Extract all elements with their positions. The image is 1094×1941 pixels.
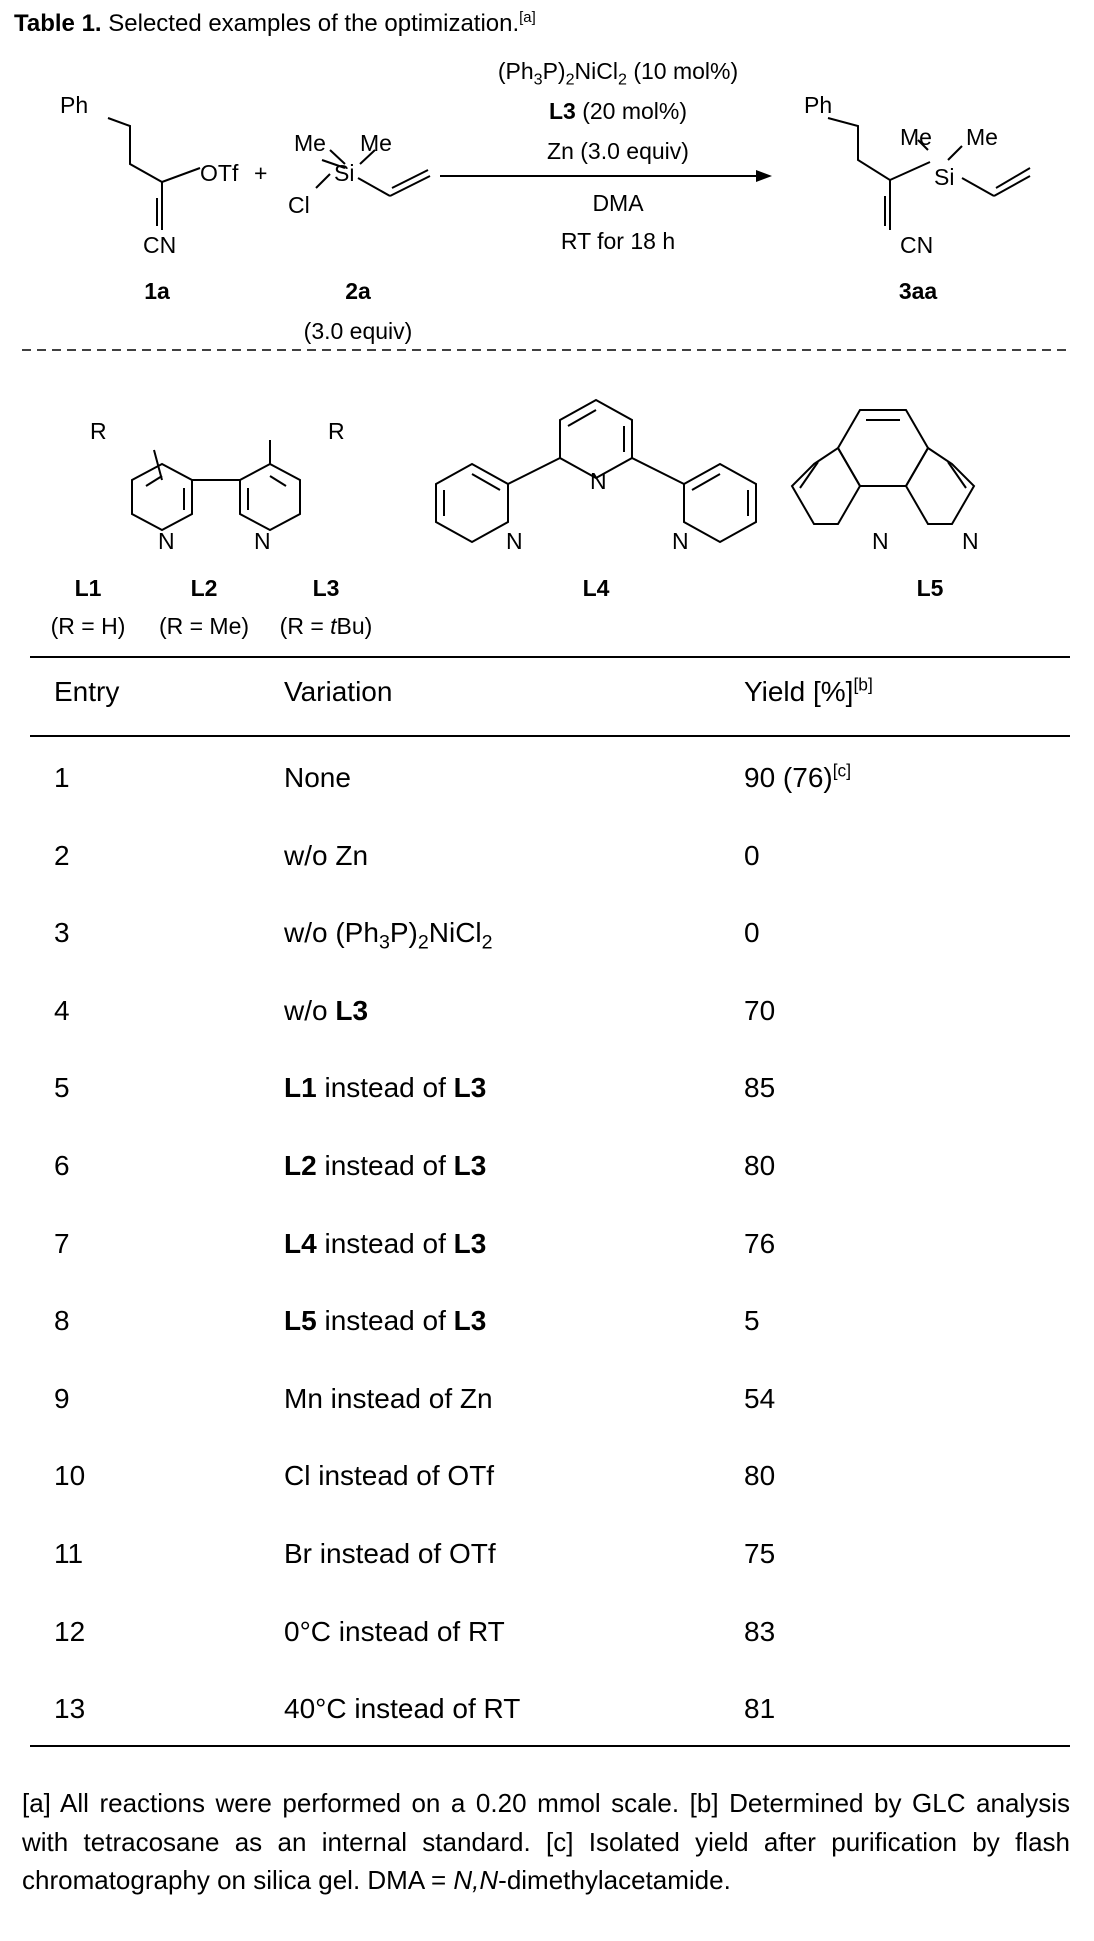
cell-entry: 12 bbox=[54, 1615, 86, 1647]
cell-yield: 85 bbox=[744, 1072, 776, 1104]
reagent-id: 2a bbox=[345, 278, 371, 304]
cond-ligand: L3 (20 mol%) bbox=[548, 98, 688, 124]
cond-reductant: Zn (3.0 equiv) bbox=[547, 138, 689, 164]
table-row bbox=[30, 1050, 1070, 1128]
terpy-n-right: N bbox=[672, 528, 689, 554]
cell-yield: 75 bbox=[744, 1538, 776, 1569]
cell-yield: 5 bbox=[744, 1305, 760, 1337]
cell-variation: L1 instead of L3 bbox=[284, 1072, 487, 1104]
table-row bbox=[30, 973, 1070, 1051]
terpy-n-center: N bbox=[590, 468, 607, 494]
product-id: 3aa bbox=[898, 278, 938, 304]
phen-n-left: N bbox=[872, 528, 889, 554]
table-row bbox=[30, 1128, 1070, 1206]
cond-catalyst: $(Ph_3P)_2NiCl_2$ (10 mol%) bbox=[497, 58, 739, 89]
bipy-n-right: N bbox=[254, 528, 271, 554]
table-row bbox=[30, 1283, 1070, 1361]
cell-variation: L2 instead of L3 bbox=[284, 1150, 487, 1181]
cell-variation: Mn instead of Zn bbox=[284, 1382, 493, 1414]
header-yield: Yield [%][b] bbox=[744, 674, 873, 707]
table-header bbox=[30, 660, 1070, 735]
bipy-n-left: N bbox=[158, 528, 175, 554]
table-row bbox=[30, 1594, 1070, 1672]
cell-yield: 83 bbox=[744, 1615, 776, 1647]
table-header-rule bbox=[30, 735, 1070, 737]
cell-yield: 90 (76)[c] bbox=[744, 760, 852, 793]
ligand-L1-cond: (R = H) bbox=[50, 613, 126, 639]
table-row bbox=[30, 895, 1070, 973]
table-row bbox=[30, 1438, 1070, 1516]
cell-variation: 0°C instead of RT bbox=[284, 1615, 505, 1647]
cell-yield: 0 bbox=[744, 917, 760, 949]
cell-variation: w/o Zn bbox=[284, 839, 369, 871]
table-top-rule bbox=[30, 656, 1070, 658]
table-row bbox=[30, 1361, 1070, 1439]
header-variation: Variation bbox=[284, 676, 393, 707]
cell-entry: 7 bbox=[54, 1227, 70, 1259]
cell-entry: 2 bbox=[54, 839, 70, 871]
table-bottom-rule bbox=[30, 1745, 1070, 1747]
ligand-L2-cond: (R = Me) bbox=[158, 613, 250, 639]
cell-entry: 13 bbox=[54, 1693, 86, 1725]
ligand-L3-id: L3 bbox=[312, 575, 340, 601]
cell-entry: 9 bbox=[54, 1382, 70, 1414]
cell-entry: 4 bbox=[54, 994, 70, 1026]
substrate-ph: Ph bbox=[60, 92, 89, 118]
header-entry: Entry bbox=[54, 676, 120, 707]
product-cn: CN bbox=[900, 232, 934, 258]
cell-yield: 70 bbox=[744, 994, 776, 1026]
table-row bbox=[30, 1671, 1070, 1749]
ligand-L5-id: L5 bbox=[916, 575, 944, 601]
cell-yield: 54 bbox=[744, 1382, 776, 1414]
table-label: Table 1. bbox=[14, 10, 102, 37]
cell-entry: 6 bbox=[54, 1150, 70, 1181]
cell-entry: 11 bbox=[54, 1538, 84, 1569]
substrate-id: 1a bbox=[144, 278, 170, 304]
bipy-r-left: R bbox=[90, 418, 107, 444]
product-me-1: Me bbox=[900, 124, 932, 150]
cell-entry: 3 bbox=[54, 917, 70, 949]
table-footnote: [a] All reactions were performed on a 0.20 mmol scale. [b] Determined by GLC analysis with tetracosane as an internal standard. [c] Isolated yield after purification by flash chromatography on silica gel. DMA = N,N-dimethylacetamide. bbox=[22, 1788, 1070, 1895]
cell-yield: 80 bbox=[744, 1460, 776, 1492]
substrate-otf: OTf bbox=[200, 160, 239, 186]
ligand-L3-cond: (R = tBu) bbox=[279, 613, 373, 639]
cond-solvent: DMA bbox=[592, 190, 644, 216]
cond-time: RT for 18 h bbox=[560, 228, 676, 254]
cell-variation: w/o $(Ph_3P)_2NiCl_2$ bbox=[284, 917, 493, 954]
reagent-amount: (3.0 equiv) bbox=[303, 318, 413, 344]
cell-yield: 0 bbox=[744, 839, 760, 871]
cell-variation: None bbox=[284, 762, 351, 793]
cell-entry: 5 bbox=[54, 1072, 70, 1104]
cell-variation: L5 instead of L3 bbox=[284, 1305, 487, 1337]
ligand-L4-id: L4 bbox=[582, 575, 610, 601]
ligand-L2-id: L2 bbox=[190, 575, 218, 601]
plus-sign: + bbox=[254, 160, 268, 186]
cell-yield: 76 bbox=[744, 1227, 776, 1259]
table-row bbox=[30, 1206, 1070, 1284]
product-me-2: Me bbox=[966, 124, 998, 150]
reagent-si: Si bbox=[334, 160, 355, 186]
product-ph: Ph bbox=[804, 92, 833, 118]
terpy-n-left: N bbox=[506, 528, 523, 554]
reaction-scheme bbox=[0, 0, 1094, 360]
reagent-me-1: Me bbox=[294, 130, 326, 156]
cell-yield: 80 bbox=[744, 1150, 776, 1181]
table-row bbox=[30, 740, 1070, 818]
caption-text: Selected examples of the optimization. bbox=[108, 10, 520, 37]
product-si: Si bbox=[934, 164, 955, 190]
cell-entry: 8 bbox=[54, 1305, 70, 1337]
reagent-cl: Cl bbox=[288, 192, 310, 218]
table-row bbox=[30, 818, 1070, 896]
cell-variation: 40°C instead of RT bbox=[284, 1693, 521, 1725]
cell-entry: 10 bbox=[54, 1460, 86, 1492]
substrate-cn: CN bbox=[143, 232, 177, 258]
arrow-head-icon bbox=[756, 170, 772, 182]
table-row bbox=[30, 1516, 1070, 1594]
cell-variation: Br instead of OTf bbox=[284, 1538, 496, 1569]
phen-n-right: N bbox=[962, 528, 979, 554]
cell-variation: L4 instead of L3 bbox=[284, 1227, 487, 1259]
cell-variation: Cl instead of OTf bbox=[284, 1460, 495, 1492]
cell-entry: 1 bbox=[54, 762, 70, 793]
caption-note: [a] bbox=[519, 10, 536, 26]
cell-yield: 81 bbox=[744, 1693, 776, 1725]
ligand-L1-id: L1 bbox=[74, 575, 102, 601]
bipy-r-right: R bbox=[328, 418, 345, 444]
reagent-me-2: Me bbox=[360, 130, 392, 156]
cell-variation: w/o L3 bbox=[284, 994, 369, 1026]
